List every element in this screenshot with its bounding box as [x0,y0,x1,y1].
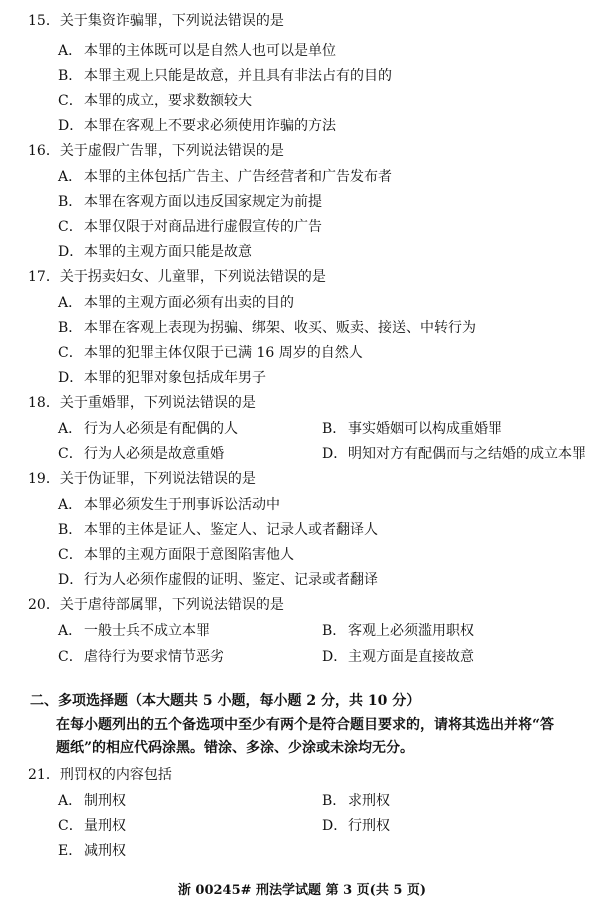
option-label: C． [58,818,83,834]
option-text: 本罪在客观上表现为拐骗、绑架、收买、贩卖、接送、中转行为 [84,320,476,336]
option-label: C． [58,345,83,361]
option-text: 行刑权 [348,818,390,834]
q17-option-d [58,367,266,387]
option-text: 本罪的犯罪对象包括成年男子 [84,370,266,386]
q21-option-e [58,840,126,860]
q16-option-a [58,166,392,186]
option-text: 本罪的犯罪主体仅限于已满 16 周岁的自然人 [84,345,363,361]
question-15-stem: 15．关于集资诈骗罪，下列说法错误的是 [28,13,284,29]
option-label: B． [58,320,83,336]
q16-option-d [58,241,252,261]
q21-option-b [322,790,390,810]
q16-option-b [58,191,322,211]
option-text: 减刑权 [84,843,126,859]
option-text: 求刑权 [348,793,390,809]
q17-option-c [58,342,363,362]
option-label: C． [58,93,83,109]
option-text: 客观上必须滥用职权 [348,623,474,639]
option-text: 本罪必须发生于刑事诉讼活动中 [84,497,280,513]
q20-option-d [322,646,474,666]
option-label: B． [58,68,83,84]
question-20-stem: 20．关于虐待部属罪，下列说法错误的是 [28,597,284,613]
q18-option-d [322,443,586,463]
option-label: B． [58,522,83,538]
question-17-stem: 17．关于拐卖妇女、儿童罪，下列说法错误的是 [28,269,326,285]
q21-option-c [58,815,126,835]
option-label: B． [322,793,347,809]
option-text: 本罪的主体包括广告主、广告经营者和广告发布者 [84,169,392,185]
q15-option-d [58,115,336,135]
option-label: A． [58,623,83,639]
section-2-instructions-line2: 题纸”的相应代码涂黑。错涂、多涂、少涂或未涂均无分。 [56,740,415,756]
option-label: C． [58,649,83,665]
option-text: 行为人必须是有配偶的人 [84,421,238,437]
q18-option-a [58,418,238,438]
option-label: B． [58,194,83,210]
option-label: B． [322,421,347,437]
option-text: 本罪的主观方面只能是故意 [84,244,252,260]
option-text: 本罪的成立，要求数额较大 [84,93,252,109]
option-text: 本罪在客观方面以违反国家规定为前提 [84,194,322,210]
q21-option-d [322,815,390,835]
option-label: A． [58,169,83,185]
section-2-instructions-line1: 在每小题列出的五个备选项中至少有两个是符合题目要求的，请将其选出并将“答 [56,717,555,733]
q20-option-b [322,620,474,640]
option-text: 行为人必须作虚假的证明、鉴定、记录或者翻译 [84,572,378,588]
q19-option-d [58,569,378,589]
option-label: A． [58,43,83,59]
question-18-stem: 18．关于重婚罪，下列说法错误的是 [28,395,256,411]
q17-option-a [58,292,294,312]
q19-option-c [58,544,294,564]
question-16-stem: 16．关于虚假广告罪，下列说法错误的是 [28,143,284,159]
option-text: 明知对方有配偶而与之结婚的成立本罪 [348,446,586,462]
option-text: 本罪在客观上不要求必须使用诈骗的方法 [84,118,336,134]
page-footer: 浙 00245# 刑法学试题 第 3 页(共 5 页) [177,883,427,898]
option-label: C． [58,219,83,235]
q21-option-a [58,790,126,810]
q18-option-c [58,443,224,463]
option-label: C． [58,446,83,462]
option-text: 本罪的主体既可以是自然人也可以是单位 [84,43,336,59]
option-text: 本罪主观上只能是故意，并且具有非法占有的目的 [84,68,392,84]
q17-option-b [58,317,476,337]
option-text: 量刑权 [84,818,126,834]
option-label: D． [322,818,348,834]
q19-option-a [58,494,280,514]
option-label: D． [58,572,84,588]
option-label: D． [58,370,84,386]
option-text: 本罪的主观方面必须有出卖的目的 [84,295,294,311]
option-label: C． [58,547,83,563]
question-21-stem: 21．刑罚权的内容包括 [28,767,172,783]
q20-option-c [58,646,224,666]
option-text: 虐待行为要求情节恶劣 [84,649,224,665]
q15-option-c [58,90,252,110]
option-label: A． [58,497,83,513]
q16-option-c [58,216,322,236]
option-label: D． [322,446,348,462]
q15-option-a [58,40,336,60]
option-label: D． [58,244,84,260]
option-label: A． [58,421,83,437]
option-label: A． [58,793,83,809]
option-label: D． [322,649,348,665]
option-text: 主观方面是直接故意 [348,649,474,665]
option-label: A． [58,295,83,311]
question-19-stem: 19．关于伪证罪，下列说法错误的是 [28,471,256,487]
section-2-title: 二、多项选择题（本大题共 5 小题，每小题 2 分，共 10 分） [30,693,421,709]
option-text: 一般士兵不成立本罪 [84,623,210,639]
option-text: 本罪的主观方面限于意图陷害他人 [84,547,294,563]
option-label: D． [58,118,84,134]
option-label: E． [58,843,83,859]
option-text: 本罪的主体是证人、鉴定人、记录人或者翻译人 [84,522,378,538]
option-text: 事实婚姻可以构成重婚罪 [348,421,502,437]
q20-option-a [58,620,210,640]
q18-option-b [322,418,502,438]
option-text: 行为人必须是故意重婚 [84,446,224,462]
option-text: 制刑权 [84,793,126,809]
option-text: 本罪仅限于对商品进行虚假宣传的广告 [84,219,322,235]
option-label: B． [322,623,347,639]
q19-option-b [58,519,378,539]
q15-option-b [58,65,392,85]
